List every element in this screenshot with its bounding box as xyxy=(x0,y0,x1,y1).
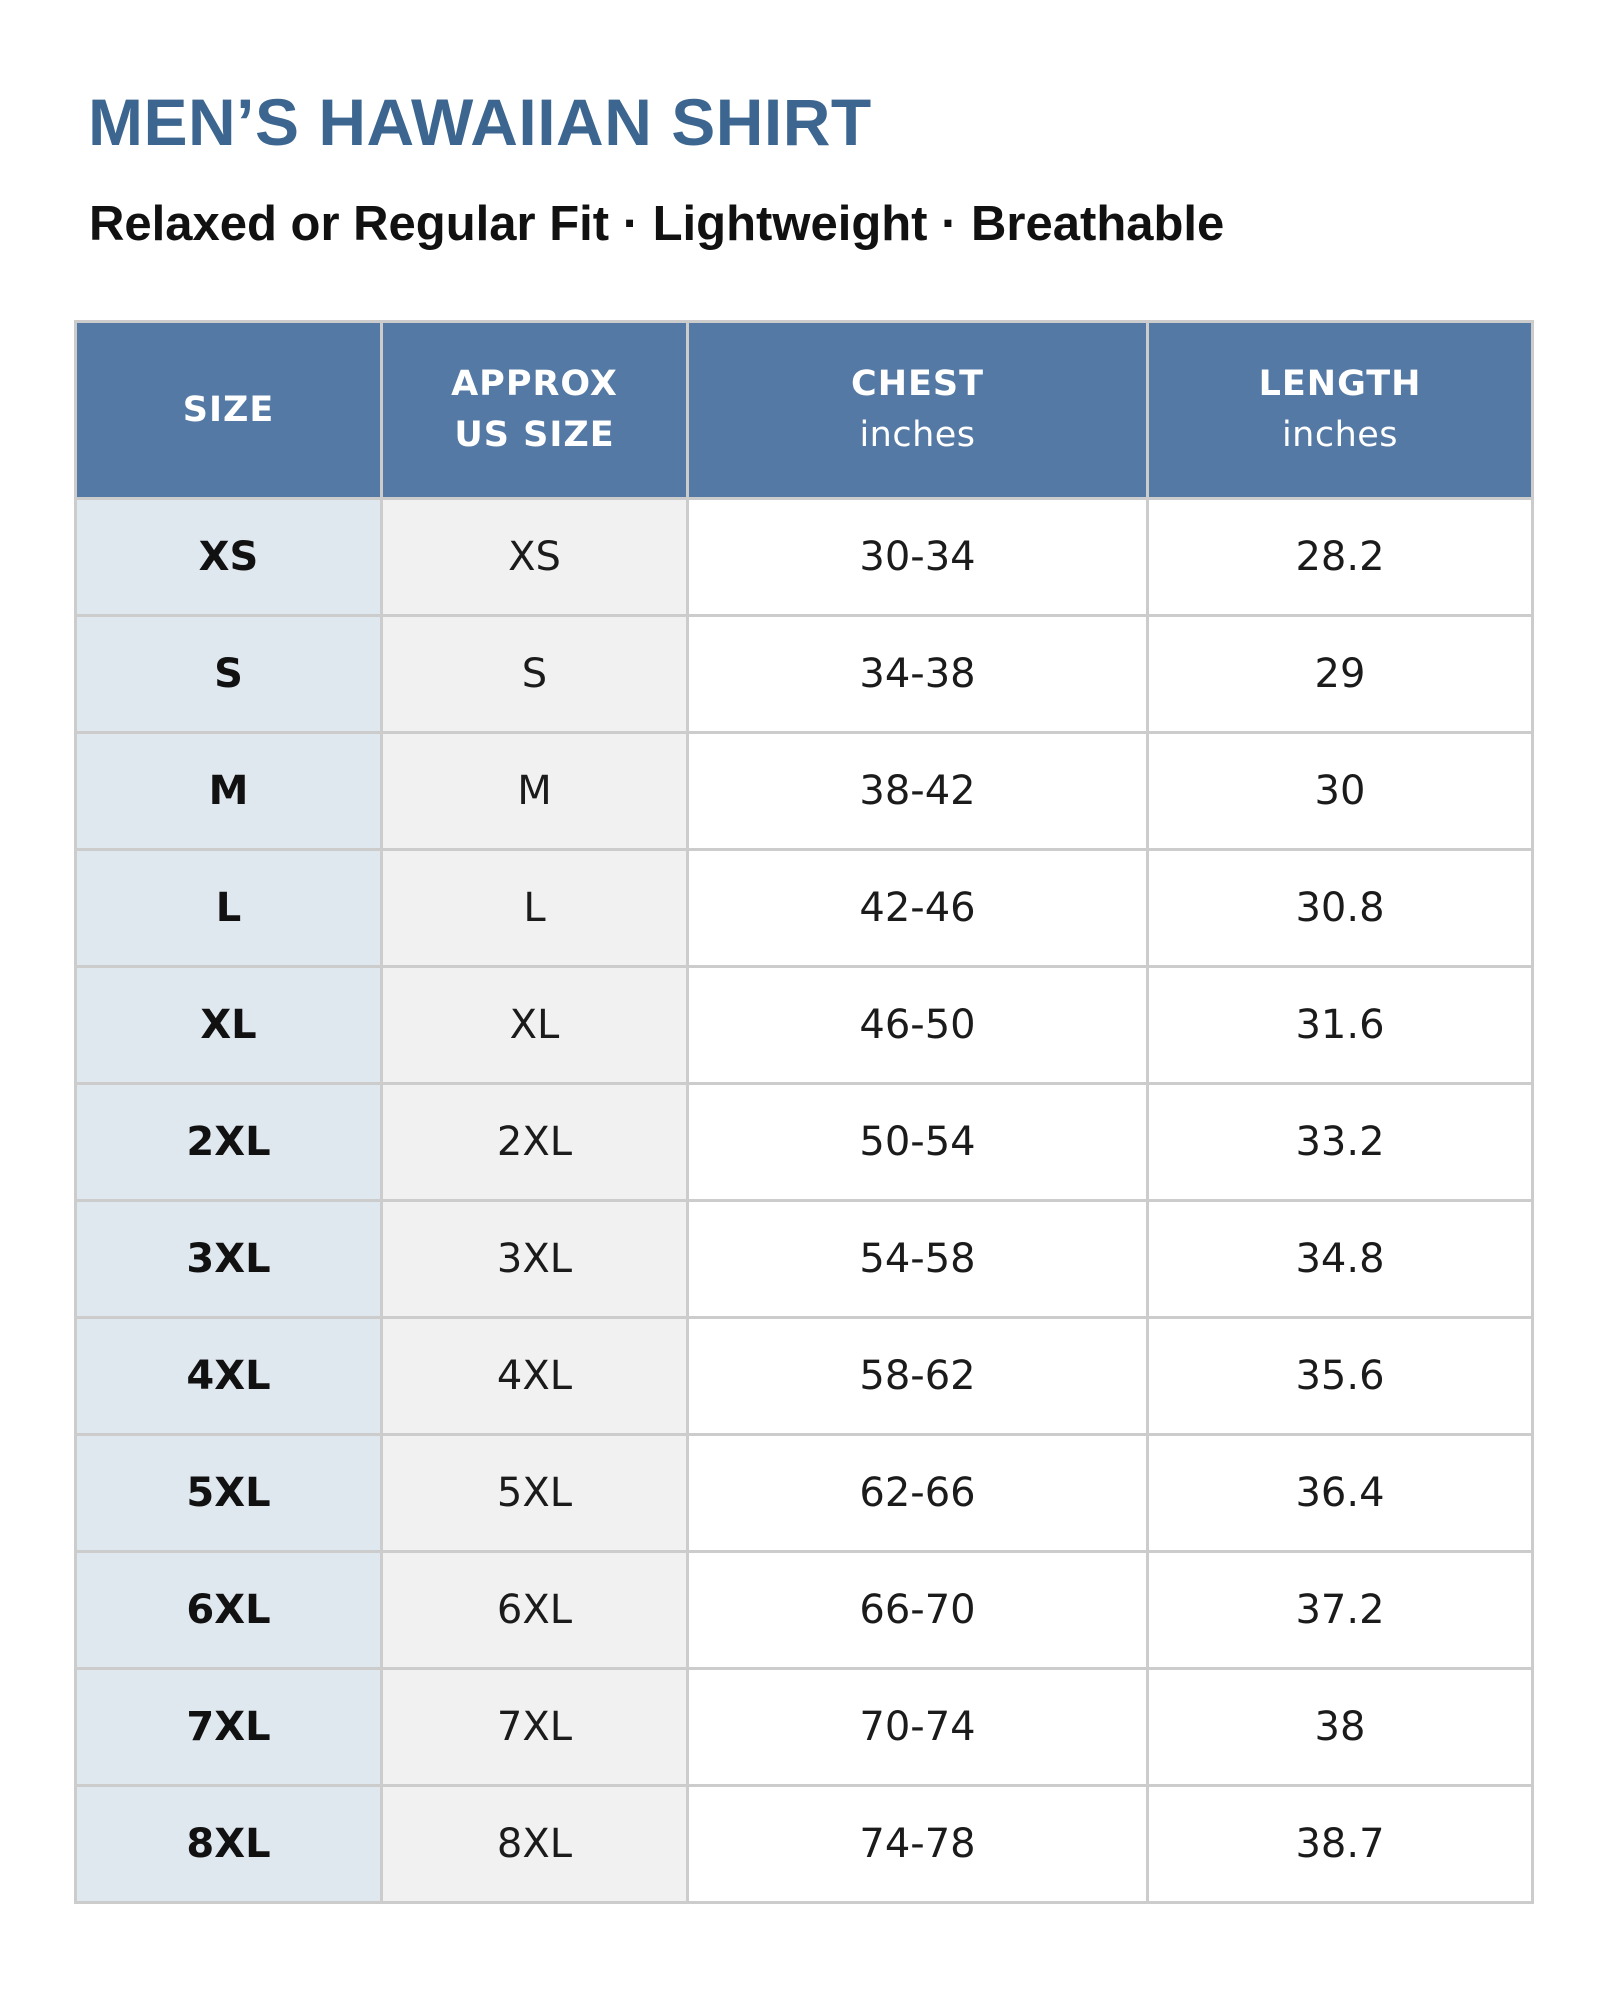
header-chest xyxy=(688,322,1148,499)
length-cell: 35.6 xyxy=(1148,1318,1533,1435)
chest-cell: 54-58 xyxy=(688,1201,1148,1318)
length-cell: 28.2 xyxy=(1148,499,1533,616)
size-chart-table xyxy=(74,320,1534,1904)
header-chest-label: CHEST xyxy=(851,364,984,404)
length-cell: 31.6 xyxy=(1148,967,1533,1084)
table-row xyxy=(76,1552,1533,1669)
header-size-label: SIZE xyxy=(182,389,275,430)
chest-cell: 74-78 xyxy=(688,1786,1148,1903)
length-cell: 33.2 xyxy=(1148,1084,1533,1201)
chest-cell: 34-38 xyxy=(688,616,1148,733)
size-cell: L xyxy=(76,850,382,967)
chest-cell: 70-74 xyxy=(688,1669,1148,1786)
size-cell: XL xyxy=(76,967,382,1084)
size-cell: 5XL xyxy=(76,1435,382,1552)
chest-cell: 62-66 xyxy=(688,1435,1148,1552)
us-size-cell: 6XL xyxy=(382,1552,688,1669)
us-size-cell: 4XL xyxy=(382,1318,688,1435)
us-size-cell: XL xyxy=(382,967,688,1084)
header-row xyxy=(76,322,1533,499)
table-row xyxy=(76,1318,1533,1435)
size-cell: 4XL xyxy=(76,1318,382,1435)
table-row xyxy=(76,1669,1533,1786)
size-cell: 2XL xyxy=(76,1084,382,1201)
length-cell: 36.4 xyxy=(1148,1435,1533,1552)
us-size-cell: 5XL xyxy=(382,1435,688,1552)
chest-cell: 42-46 xyxy=(688,850,1148,967)
chest-cell: 46-50 xyxy=(688,967,1148,1084)
size-cell: 3XL xyxy=(76,1201,382,1318)
chest-cell: 58-62 xyxy=(688,1318,1148,1435)
header-approx-us-size-label: APPROX US SIZE xyxy=(451,364,618,455)
length-cell: 38.7 xyxy=(1148,1786,1533,1903)
us-size-cell: 7XL xyxy=(382,1669,688,1786)
us-size-cell: L xyxy=(382,850,688,967)
header-length xyxy=(1148,322,1533,499)
us-size-cell: 8XL xyxy=(382,1786,688,1903)
size-chart-body xyxy=(76,499,1533,1903)
length-cell: 37.2 xyxy=(1148,1552,1533,1669)
size-cell: 7XL xyxy=(76,1669,382,1786)
chest-cell: 38-42 xyxy=(688,733,1148,850)
table-row xyxy=(76,1201,1533,1318)
header-length-label: LENGTH xyxy=(1258,364,1422,404)
us-size-cell: 3XL xyxy=(382,1201,688,1318)
table-row xyxy=(76,499,1533,616)
header-size xyxy=(76,322,382,499)
size-cell: 6XL xyxy=(76,1552,382,1669)
size-cell: S xyxy=(76,616,382,733)
page-subtitle: Relaxed or Regular Fit · Lightweight · Breathable xyxy=(89,197,1225,251)
size-cell: M xyxy=(76,733,382,850)
length-cell: 29 xyxy=(1148,616,1533,733)
us-size-cell: XS xyxy=(382,499,688,616)
table-row xyxy=(76,850,1533,967)
table-row xyxy=(76,616,1533,733)
us-size-cell: S xyxy=(382,616,688,733)
chest-cell: 30-34 xyxy=(688,499,1148,616)
chest-cell: 66-70 xyxy=(688,1552,1148,1669)
size-chart-header xyxy=(76,322,1533,499)
length-cell: 34.8 xyxy=(1148,1201,1533,1318)
header-length-unit: inches xyxy=(1281,415,1399,455)
page-title: MEN’S HAWAIIAN SHIRT xyxy=(88,85,872,159)
us-size-cell: 2XL xyxy=(382,1084,688,1201)
table-row xyxy=(76,967,1533,1084)
chest-cell: 50-54 xyxy=(688,1084,1148,1201)
length-cell: 30.8 xyxy=(1148,850,1533,967)
table-row xyxy=(76,1786,1533,1903)
header-chest-unit: inches xyxy=(859,415,976,455)
length-cell: 38 xyxy=(1148,1669,1533,1786)
header-approx-us-size xyxy=(382,322,688,499)
size-cell: 8XL xyxy=(76,1786,382,1903)
table-row xyxy=(76,733,1533,850)
size-cell: XS xyxy=(76,499,382,616)
length-cell: 30 xyxy=(1148,733,1533,850)
table-row xyxy=(76,1435,1533,1552)
table-row xyxy=(76,1084,1533,1201)
us-size-cell: M xyxy=(382,733,688,850)
